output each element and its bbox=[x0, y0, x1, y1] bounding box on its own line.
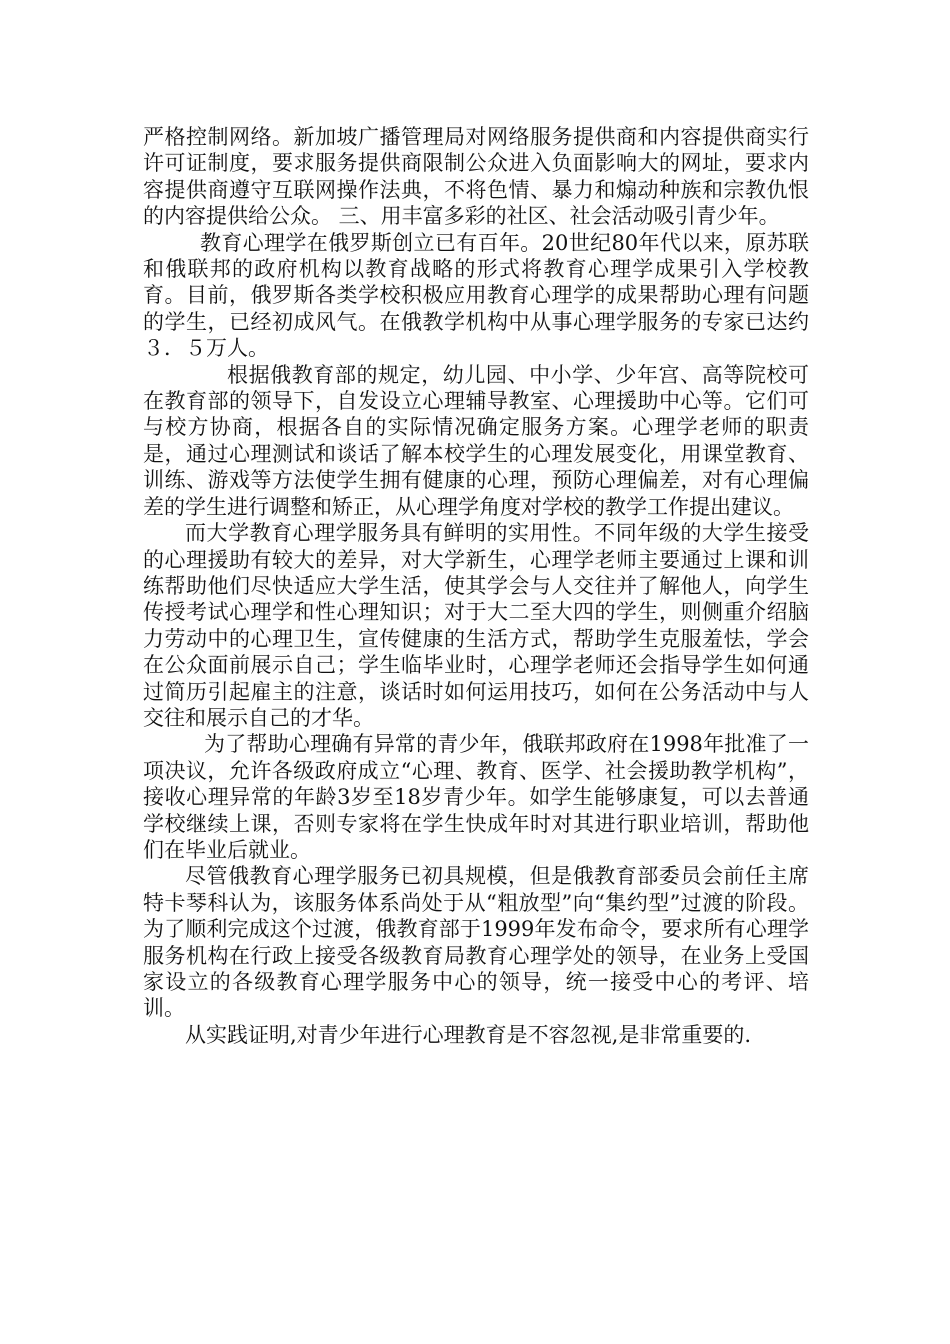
paragraph-russia-psychology-history: 教育心理学在俄罗斯创立已有百年。20世纪80年代以来，原苏联和俄联邦的政府机构以教育战略的形式将教育心理学成果引入学校教育。目前，俄罗斯各类学校积极应用教育心理学的成果帮助心理有问题的学生，已经初成风气。在俄教学机构中从事心理学服务的专家已达约３．５万人。 bbox=[143, 230, 809, 361]
document-body bbox=[143, 124, 809, 1048]
paragraph-service-transition: 尽管俄教育心理学服务已初具规模，但是俄教育部委员会前任主席特卡琴科认为，该服务体系尚处于从“粗放型”向“集约型”过渡的阶段。为了顺利完成这个过渡，俄教育部于1999年发布命令，要求所有心理学服务机构在行政上接受各级教育局教育心理学处的领导，在业务上受国家设立的各级教育心理学服务中心的领导，统一接受中心的考评、培训。 bbox=[143, 864, 809, 1021]
paragraph-conclusion: 从实践证明,对青少年进行心理教育是不容忽视,是非常重要的. bbox=[185, 1022, 752, 1047]
paragraph-federal-resolution: 为了帮助心理确有异常的青少年，俄联邦政府在1998年批准了一项决议，允许各级政府成立“心理、教育、医学、社会援助教学机构”，接收心理异常的年龄3岁至18岁青少年。如学生能够康复，可以去普通学校继续上课，否则专家将在学生快成年时对其进行职业培训，帮助他们在毕业后就业。 bbox=[143, 732, 809, 862]
paragraph-ministry-regulations: 根据俄教育部的规定，幼儿园、中小学、少年宫、高等院校可在教育部的领导下，自发设立心理辅导教室、心理援助中心等。它们可与校方协商，根据各自的实际情况确定服务方案。心理学老师的职责是，通过心理测试和谈话了解本校学生的心理发展变化，用课堂教育、训练、游戏等方法使学生拥有健康的心理，预防心理偏差，对有心理偏差的学生进行调整和矫正，从心理学角度对学校的教学工作提出建议。 bbox=[143, 362, 809, 519]
paragraph-network-control: 严格控制网络。新加坡广播管理局对网络服务提供商和内容提供商实行许可证制度，要求服务提供商限制公众进入负面影响大的网址，要求内容提供商遵守互联网操作法典，不将色情、暴力和煽动种族和宗教仇恨的内容提供给公众。 三、用丰富多彩的社区、社会活动吸引青少年。 bbox=[143, 125, 809, 229]
paragraph-university-services: 而大学教育心理学服务具有鲜明的实用性。不同年级的大学生接受的心理援助有较大的差异，对大学新生，心理学老师主要通过上课和训练帮助他们尽快适应大学生活，使其学会与人交往并了解他人，向学生传授考试心理学和性心理知识；对于大二至大四的学生，则侧重介绍脑力劳动中的心理卫生，宣传健康的生活方式，帮助学生克服羞怯，学会在公众面前展示自己；学生临毕业时，心理学老师还会指导学生如何通过简历引起雇主的注意，谈话时如何运用技巧，如何在公务活动中与人交往和展示自己的才华。 bbox=[143, 521, 809, 730]
